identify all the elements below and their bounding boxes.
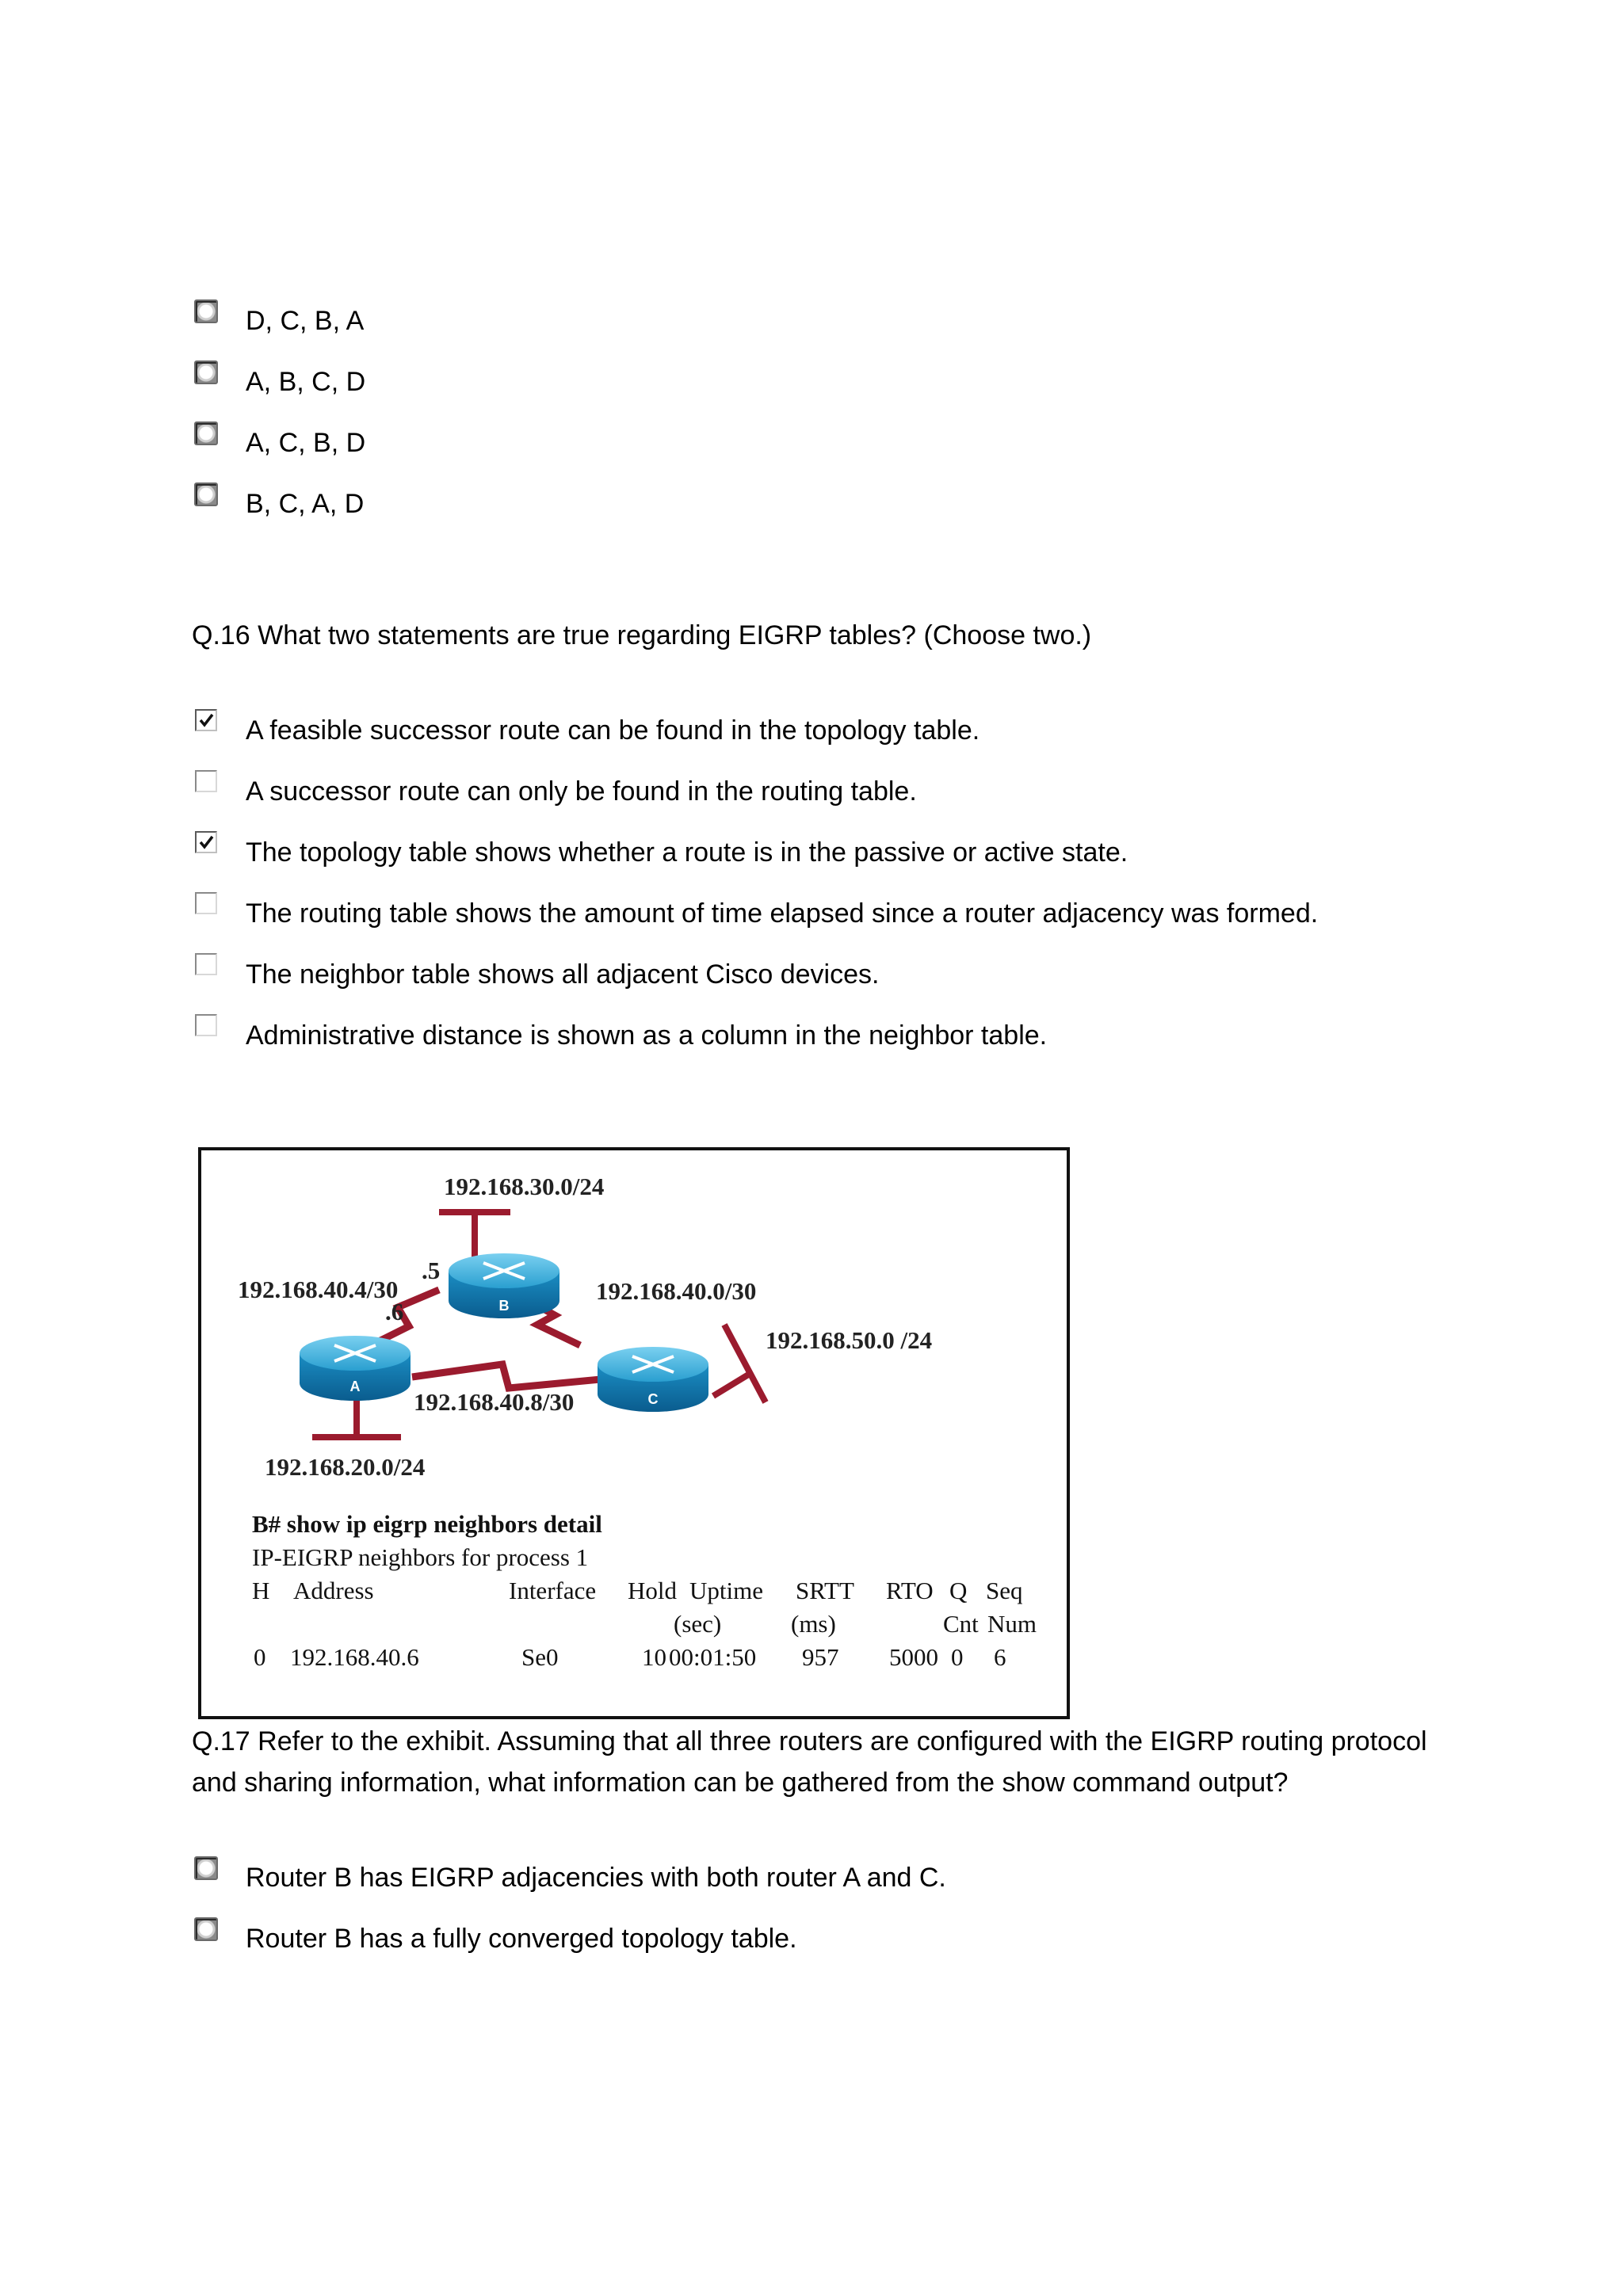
serial-link-a-c [412, 1364, 609, 1388]
radio-button[interactable] [194, 1917, 218, 1941]
network-label-ac-link: 192.168.40.8/30 [414, 1388, 575, 1416]
col-q: Q [949, 1577, 968, 1604]
router-b [449, 1253, 559, 1318]
option-label: Router B has a fully converged topology table. [246, 1924, 797, 1954]
col-num: Num [987, 1610, 1037, 1638]
terminal-command: B# show ip eigrp neighbors detail [252, 1510, 602, 1538]
checkbox[interactable] [195, 892, 217, 914]
option-label: Router B has EIGRP adjacencies with both router A and C. [246, 1863, 946, 1893]
col-rto: RTO [886, 1577, 934, 1604]
checkbox[interactable] [195, 1014, 217, 1036]
network-label-ab-link: 192.168.40.4/30 [238, 1276, 399, 1303]
option-label: Administrative distance is shown as a column in the neighbor table. [246, 1020, 1048, 1051]
checkbox[interactable] [195, 770, 217, 792]
col-hold: Hold [628, 1577, 677, 1604]
col-sec-unit: (sec) [674, 1610, 722, 1638]
row-h: 0 [254, 1643, 266, 1671]
option-label: The neighbor table shows all adjacent Cisco devices. [246, 959, 880, 990]
radio-button[interactable] [194, 482, 218, 506]
network-label-lan-c: 192.168.50.0 /24 [766, 1326, 933, 1354]
router-b-label: B [498, 1298, 510, 1314]
col-cnt: Cnt [943, 1610, 979, 1638]
network-label-lan-b: 192.168.30.0/24 [444, 1173, 605, 1200]
option-label: A, C, B, D [246, 428, 366, 458]
q16-question: Q.16 What two statements are true regarding EIGRP tables? (Choose two.) [192, 620, 1092, 650]
radio-button[interactable] [194, 299, 218, 323]
option-label: D, C, B, A [246, 306, 365, 336]
row-address: 192.168.40.6 [290, 1643, 419, 1671]
ip-suffix-a: .6 [385, 1298, 404, 1325]
terminal-header-line: IP-EIGRP neighbors for process 1 [252, 1543, 589, 1571]
radio-button[interactable] [194, 421, 218, 445]
option-label: A feasible successor route can be found in the topology table. [246, 715, 980, 746]
checkbox[interactable] [195, 953, 217, 975]
network-label-lan-a: 192.168.20.0/24 [265, 1453, 426, 1481]
terminal-output [252, 1510, 1037, 1671]
row-rto: 5000 [889, 1643, 938, 1671]
checkbox-checked[interactable] [195, 709, 217, 731]
col-seq: Seq [986, 1577, 1023, 1604]
router-a-label: A [349, 1379, 361, 1394]
col-h: H [252, 1577, 270, 1604]
network-exhibit [198, 1147, 1070, 1719]
row-q: 0 [951, 1643, 964, 1671]
option-label: A, B, C, D [246, 367, 366, 397]
option-label: B, C, A, D [246, 489, 365, 519]
ip-suffix-b: .5 [422, 1257, 441, 1284]
col-address: Address [293, 1577, 374, 1604]
row-srtt: 957 [802, 1643, 839, 1671]
checkmark-icon [197, 711, 216, 730]
row-seq: 6 [994, 1643, 1006, 1671]
option-label: A successor route can only be found in the routing table. [246, 776, 917, 807]
router-a [300, 1336, 411, 1401]
router-c [598, 1347, 708, 1412]
radio-button[interactable] [194, 360, 218, 384]
q17-question: Q.17 Refer to the exhibit. Assuming that all three routers are configured with the EIGRP routing protocol and sharing information, what information can be gathered from the show command output? [192, 1726, 1427, 1798]
network-diagram [201, 1150, 1067, 1716]
network-label-bc-link: 192.168.40.0/30 [596, 1277, 757, 1305]
lan-c-segment [713, 1325, 766, 1402]
checkmark-icon [197, 833, 216, 852]
col-interface: Interface [509, 1577, 597, 1604]
option-label: The routing table shows the amount of time elapsed since a router adjacency was formed. [246, 898, 1319, 929]
col-ms-unit: (ms) [791, 1610, 836, 1638]
router-c-label: C [647, 1391, 659, 1407]
row-hold: 10 [642, 1643, 666, 1671]
checkbox-checked[interactable] [195, 831, 217, 853]
row-interface: Se0 [521, 1643, 559, 1671]
col-uptime: Uptime [689, 1577, 763, 1604]
col-srtt: SRTT [796, 1577, 854, 1604]
row-uptime: 00:01:50 [669, 1643, 757, 1671]
radio-button[interactable] [194, 1856, 218, 1880]
option-label: The topology table shows whether a route is in the passive or active state. [246, 837, 1128, 868]
